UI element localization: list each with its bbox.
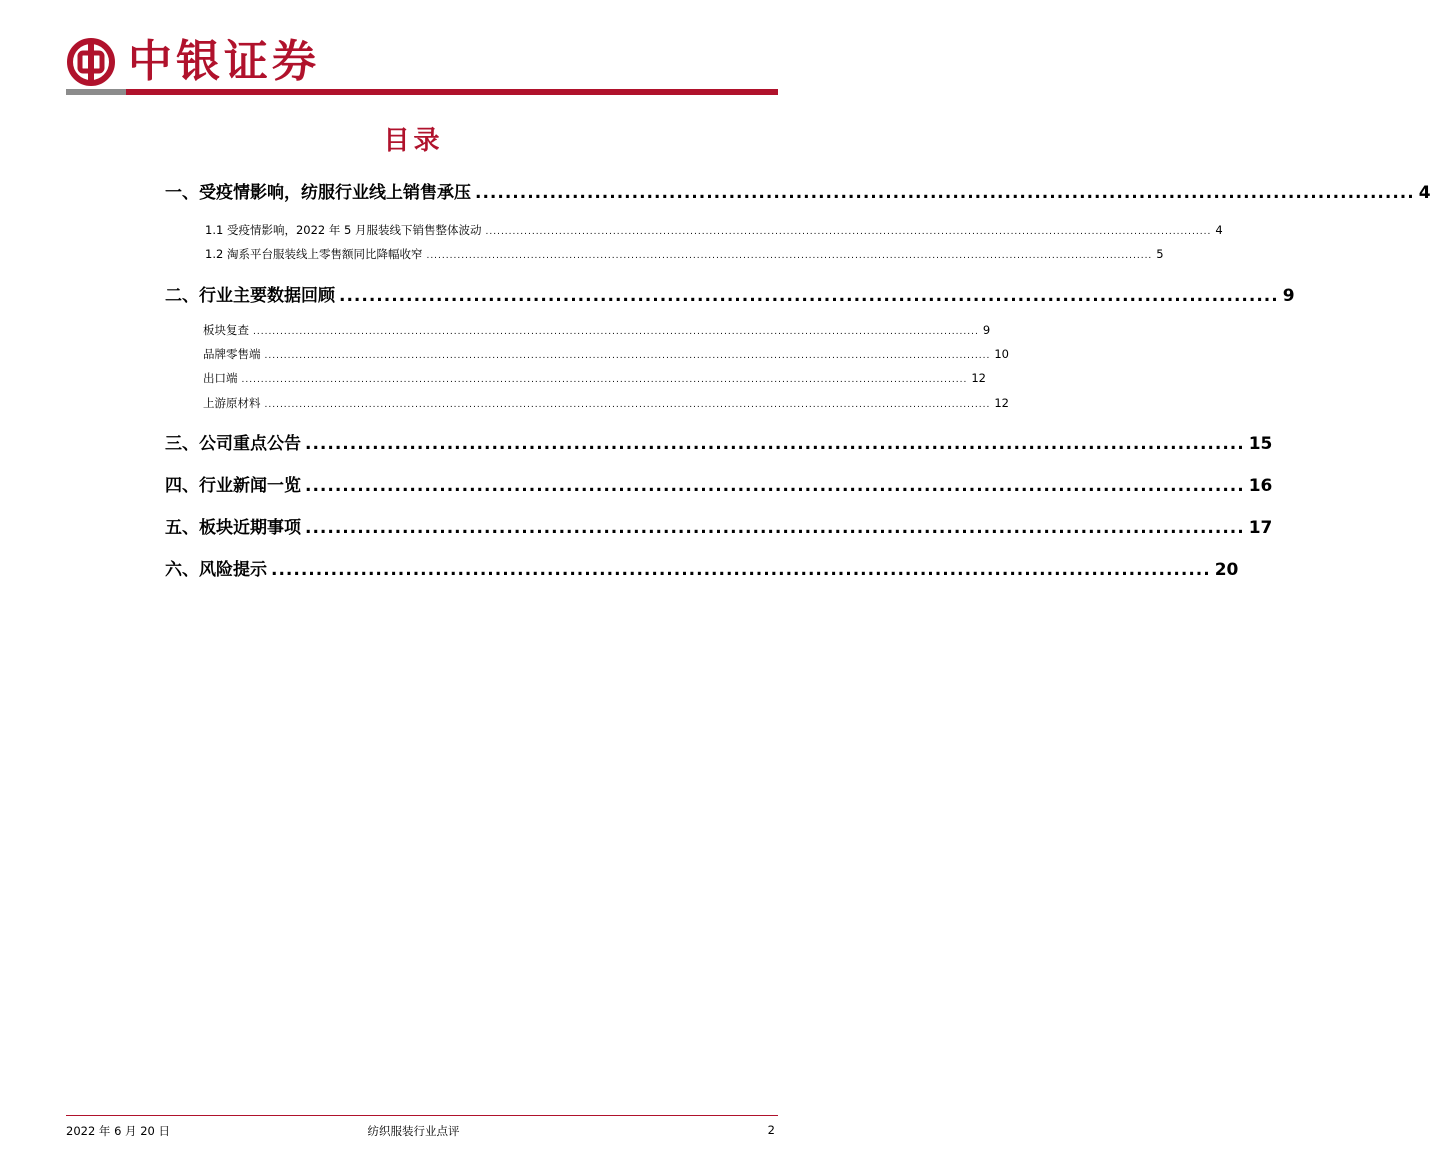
toc-entry-page: 10 bbox=[994, 347, 1009, 361]
toc-entry-page: 20 bbox=[1214, 560, 1239, 580]
dot-leader: .............................................................................................................................. bbox=[305, 518, 1245, 538]
toc-entry[interactable] bbox=[165, 281, 1295, 306]
toc-entry[interactable] bbox=[205, 222, 1223, 238]
header-rule-red bbox=[126, 89, 778, 95]
dot-leader: .............................................................................................................................. bbox=[271, 560, 1211, 580]
toc-entry-title: 五、板块近期事项 bbox=[165, 518, 301, 538]
toc-entry[interactable] bbox=[203, 395, 1009, 411]
toc-entry[interactable] bbox=[165, 513, 1273, 538]
toc-entry-title: 六、风险提示 bbox=[165, 560, 267, 580]
toc-entry-page: 16 bbox=[1248, 476, 1273, 496]
toc-entry-page: 9 bbox=[982, 323, 991, 337]
dot-leader: .............................................................................................................................. bbox=[475, 183, 1415, 203]
dot-leader: .............................................................................................................................. bbox=[305, 434, 1245, 454]
toc-entry-title: 四、行业新闻一览 bbox=[165, 476, 301, 496]
toc-entry[interactable] bbox=[165, 555, 1239, 580]
toc-entry[interactable] bbox=[205, 246, 1164, 262]
toc-entry[interactable] bbox=[165, 471, 1273, 496]
toc-entry-title: 板块复查 bbox=[203, 323, 249, 337]
dot-leader: ............................................................................................................................................................................................ bbox=[264, 400, 991, 410]
toc-entry[interactable] bbox=[203, 322, 991, 338]
footer-date: 2022 年 6 月 20 日 bbox=[66, 1124, 170, 1138]
toc-entry-title: 上游原材料 bbox=[203, 396, 261, 410]
footer-page-number: 2 bbox=[767, 1123, 775, 1137]
toc-entry-title: 二、行业主要数据回顾 bbox=[165, 286, 335, 306]
footer-report-type: 纺织服装行业点评 bbox=[367, 1124, 460, 1138]
dot-leader: ............................................................................................................................................................................................ bbox=[253, 327, 979, 337]
brand-name: 中银证券 bbox=[128, 36, 320, 87]
toc-entry-page: 12 bbox=[994, 396, 1009, 410]
dot-leader: ............................................................................................................................................................................................ bbox=[264, 351, 991, 361]
toc-entry-title: 1.2 淘系平台服装线上零售额同比降幅收窄 bbox=[205, 247, 423, 261]
dot-leader: ............................................................................................................................................................................................ bbox=[426, 251, 1153, 261]
toc-entry-page: 15 bbox=[1248, 434, 1273, 454]
dot-leader: .............................................................................................................................. bbox=[305, 476, 1245, 496]
toc-entry-page: 17 bbox=[1248, 518, 1273, 538]
header-rule-gray bbox=[66, 89, 126, 95]
toc-entry-page: 5 bbox=[1156, 247, 1164, 261]
toc-entry[interactable] bbox=[203, 346, 1009, 362]
toc-entry-page: 12 bbox=[971, 371, 986, 385]
toc-title: 目录 bbox=[383, 126, 444, 156]
toc-entry-title: 三、公司重点公告 bbox=[165, 434, 301, 454]
bank-of-china-logo-icon bbox=[66, 37, 116, 87]
toc-entry-page: 9 bbox=[1282, 286, 1295, 306]
toc-entry-title: 出口端 bbox=[203, 371, 238, 385]
toc-entry[interactable] bbox=[165, 429, 1273, 454]
toc-entry-title: 一、受疫情影响，纺服行业线上销售承压 bbox=[165, 183, 471, 203]
toc-entry-page: 4 bbox=[1215, 223, 1223, 237]
footer-rule bbox=[66, 1115, 778, 1116]
page-header bbox=[0, 0, 827, 100]
dot-leader: ............................................................................................................................................................................................ bbox=[241, 375, 968, 385]
dot-leader: .............................................................................................................................. bbox=[339, 286, 1279, 306]
toc-entry-title: 1.1 受疫情影响，2022 年 5 月服装线下销售整体波动 bbox=[205, 223, 482, 237]
toc-entry-title: 品牌零售端 bbox=[203, 347, 261, 361]
toc-entry-page: 4 bbox=[1418, 183, 1431, 203]
toc-entry[interactable] bbox=[203, 370, 986, 386]
dot-leader: ............................................................................................................................................................................................ bbox=[485, 227, 1212, 237]
toc-entry[interactable] bbox=[165, 178, 1431, 203]
